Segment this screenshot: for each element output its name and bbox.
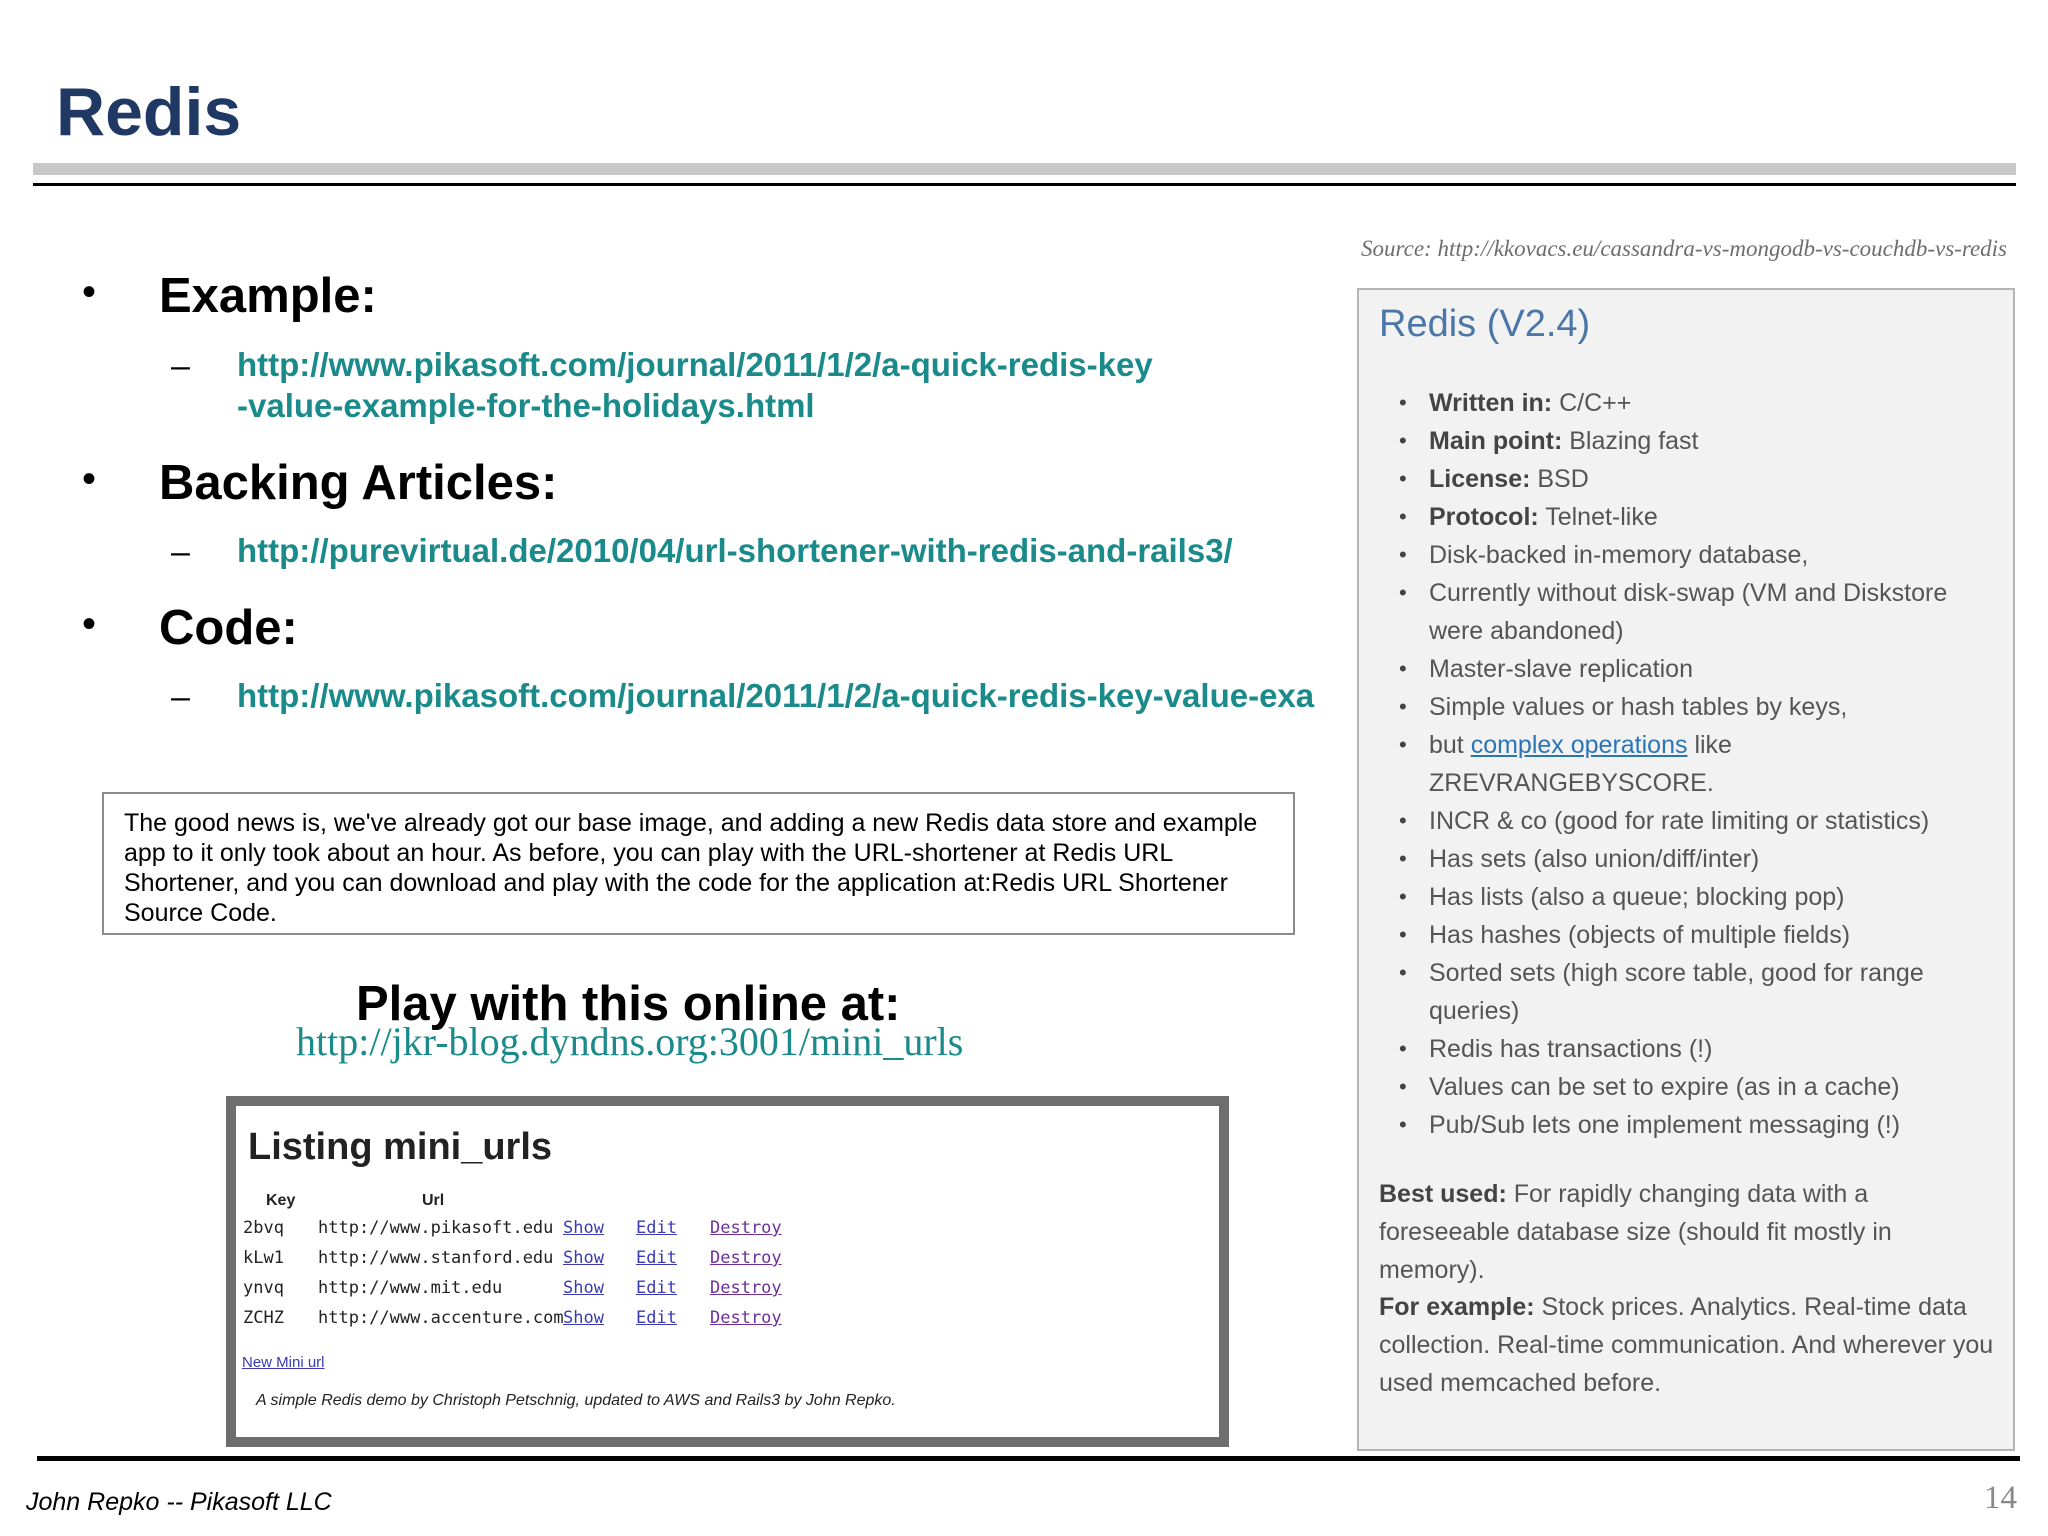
title-rule-gray <box>33 163 2016 175</box>
feature-text: Disk-backed in-memory database, <box>1429 541 1809 569</box>
row-key: 2bvq <box>243 1218 284 1238</box>
edit-link[interactable]: Edit <box>636 1278 677 1298</box>
feature-text: Has hashes (objects of multiple fields) <box>1429 921 1851 949</box>
feature-text-after: like <box>1687 731 1732 759</box>
feature-bullet-icon: • <box>1399 846 1407 871</box>
row-key: kLw1 <box>243 1248 284 1268</box>
dash-icon: – <box>171 533 190 571</box>
redis-feature-item <box>1429 954 1924 992</box>
example-link-line-2[interactable]: -value-example-for-the-holidays.html <box>237 387 815 424</box>
redis-feature-item <box>1429 802 1929 840</box>
feature-bullet-icon: • <box>1399 1112 1407 1137</box>
source-citation: Source: http://kkovacs.eu/cassandra-vs-mongodb-vs-couchdb-vs-redis <box>1361 236 2007 261</box>
redis-feature-item <box>1429 726 1732 764</box>
destroy-link[interactable]: Destroy <box>710 1308 782 1328</box>
feature-text: Sorted sets (high score table, good for range <box>1429 959 1924 987</box>
bullet-heading-code: Code: <box>159 601 298 655</box>
feature-text: but <box>1429 731 1471 759</box>
redis-feature-item <box>1429 536 1808 574</box>
mini-urls-footer: A simple Redis demo by Christoph Petschnig, updated to AWS and Rails3 by John Repko. <box>256 1392 896 1409</box>
complex-operations-link[interactable]: complex operations <box>1470 731 1688 759</box>
bullet-icon: • <box>82 270 97 314</box>
redis-feature-item <box>1429 878 1845 916</box>
feature-text: Telnet-like <box>1538 503 1658 531</box>
feature-text: Blazing fast <box>1562 427 1699 455</box>
footer-author: John Repko -- Pikasoft LLC <box>26 1488 332 1516</box>
show-link[interactable]: Show <box>563 1248 604 1268</box>
edit-link[interactable]: Edit <box>636 1248 677 1268</box>
bullet-icon: • <box>82 457 97 501</box>
redis-feature-item <box>1429 840 1759 878</box>
feature-bullet-icon: • <box>1399 390 1407 415</box>
feature-bullet-icon: • <box>1399 656 1407 681</box>
row-key: ZCHZ <box>243 1308 284 1328</box>
bullet-icon: • <box>82 602 97 646</box>
redis-feature-item-continuation: queries) <box>1429 997 1520 1025</box>
best-used-text: For rapidly changing data with a foreseeable database size (should fit mostly in memory). <box>1379 1180 1892 1284</box>
redis-feature-item-continuation: were abandoned) <box>1429 617 1624 645</box>
redis-feature-item <box>1429 1068 1900 1106</box>
for-example-label: For example: <box>1379 1293 1535 1321</box>
feature-label: Written in: <box>1429 389 1553 417</box>
feature-bullet-icon: • <box>1399 884 1407 909</box>
quote-text: The good news is, we've already got our base image, and adding a new Redis data store and example app to it only took about an hour. As before, you can play with the URL-shortener at Redis URL Shortener, and you can download and play with the code for the application at:Redis URL Shortener Source Code. <box>124 809 1258 927</box>
footer-rule <box>37 1456 2020 1461</box>
new-mini-url-link[interactable]: New Mini url <box>242 1354 325 1371</box>
row-url: http://www.pikasoft.edu <box>318 1218 554 1238</box>
mini-urls-screenshot <box>226 1096 1229 1447</box>
feature-label: Main point: <box>1429 427 1563 455</box>
show-link[interactable]: Show <box>563 1218 604 1238</box>
feature-text: Simple values or hash tables by keys, <box>1429 693 1848 721</box>
row-key: ynvq <box>243 1278 284 1298</box>
redis-feature-item <box>1429 688 1847 726</box>
redis-feature-item <box>1429 1106 1900 1144</box>
column-header-url: Url <box>422 1192 445 1209</box>
feature-text: Values can be set to expire (as in a cache) <box>1429 1073 1900 1101</box>
feature-bullet-icon: • <box>1399 1074 1407 1099</box>
redis-feature-item <box>1429 384 1631 422</box>
destroy-link[interactable]: Destroy <box>710 1218 782 1238</box>
slide-title: Redis <box>56 74 242 150</box>
column-header-key: Key <box>266 1192 296 1209</box>
table-row <box>236 1248 1219 1272</box>
redis-feature-item <box>1429 650 1693 688</box>
feature-bullet-icon: • <box>1399 428 1407 453</box>
page-number: 14 <box>1984 1480 2017 1516</box>
feature-label: Protocol: <box>1429 503 1539 531</box>
bullet-heading-example: Example: <box>159 269 377 323</box>
dash-icon: – <box>171 347 190 385</box>
show-link[interactable]: Show <box>563 1278 604 1298</box>
destroy-link[interactable]: Destroy <box>710 1278 782 1298</box>
best-used-label: Best used: <box>1379 1180 1507 1208</box>
feature-label: License: <box>1429 465 1531 493</box>
feature-bullet-icon: • <box>1399 466 1407 491</box>
feature-text: Currently without disk-swap (VM and Diskstore <box>1429 579 1948 607</box>
table-row <box>236 1308 1219 1332</box>
feature-bullet-icon: • <box>1399 504 1407 529</box>
edit-link[interactable]: Edit <box>636 1218 677 1238</box>
feature-bullet-icon: • <box>1399 922 1407 947</box>
feature-bullet-icon: • <box>1399 542 1407 567</box>
feature-text: Pub/Sub lets one implement messaging (!) <box>1429 1111 1901 1139</box>
row-url: http://www.stanford.edu <box>318 1248 554 1268</box>
best-used-paragraph <box>1379 1175 1999 1289</box>
table-row <box>236 1218 1219 1242</box>
redis-feature-item <box>1429 460 1589 498</box>
for-example-text: Stock prices. Analytics. Real-time data collection. Real-time communication. And wherever you used memcached before. <box>1379 1293 1994 1397</box>
feature-bullet-icon: • <box>1399 808 1407 833</box>
feature-text: C/C++ <box>1552 389 1632 417</box>
redis-feature-item <box>1429 422 1699 460</box>
dash-icon: – <box>171 678 190 716</box>
title-rule-black <box>33 183 2016 186</box>
example-link-line-1[interactable]: http://www.pikasoft.com/journal/2011/1/2/a-quick-redis-key <box>237 346 1153 383</box>
feature-bullet-icon: • <box>1399 694 1407 719</box>
feature-bullet-icon: • <box>1399 960 1407 985</box>
feature-text: Redis has transactions (!) <box>1429 1035 1713 1063</box>
row-url: http://www.mit.edu <box>318 1278 503 1298</box>
redis-feature-item-continuation: ZREVRANGEBYSCORE. <box>1429 769 1714 797</box>
redis-feature-item <box>1429 916 1850 954</box>
redis-feature-item <box>1429 574 1947 612</box>
feature-bullet-icon: • <box>1399 732 1407 757</box>
destroy-link[interactable]: Destroy <box>710 1248 782 1268</box>
redis-panel-title: Redis (V2.4) <box>1379 303 1591 345</box>
bullet-heading-backing-articles: Backing Articles: <box>159 456 558 510</box>
feature-text: Has lists (also a queue; blocking pop) <box>1429 883 1845 911</box>
table-row <box>236 1278 1219 1302</box>
for-example-paragraph <box>1379 1288 1999 1402</box>
feature-text: INCR & co (good for rate limiting or statistics) <box>1429 807 1930 835</box>
feature-text: BSD <box>1530 465 1589 493</box>
feature-text: Has sets (also union/diff/inter) <box>1429 845 1760 873</box>
show-link[interactable]: Show <box>563 1308 604 1328</box>
backing-article-link[interactable]: http://purevirtual.de/2010/04/url-shortener-with-redis-and-rails3/ <box>237 532 1233 569</box>
feature-bullet-icon: • <box>1399 580 1407 605</box>
redis-summary-panel <box>1357 288 2015 1451</box>
example-link[interactable] <box>237 344 1153 426</box>
mini-urls-title: Listing mini_urls <box>248 1126 553 1168</box>
redis-feature-item <box>1429 1030 1712 1068</box>
quote-box <box>102 792 1295 935</box>
code-link[interactable]: http://www.pikasoft.com/journal/2011/1/2/a-quick-redis-key-value-exa <box>237 677 1315 714</box>
redis-feature-item <box>1429 498 1658 536</box>
play-online-heading: Play with this online at: <box>356 977 901 1031</box>
feature-bullet-icon: • <box>1399 1036 1407 1061</box>
feature-text: Master-slave replication <box>1429 655 1693 683</box>
row-url: http://www.accenture.com <box>318 1308 564 1328</box>
play-online-url[interactable]: http://jkr-blog.dyndns.org:3001/mini_urls <box>296 1019 964 1064</box>
edit-link[interactable]: Edit <box>636 1308 677 1328</box>
